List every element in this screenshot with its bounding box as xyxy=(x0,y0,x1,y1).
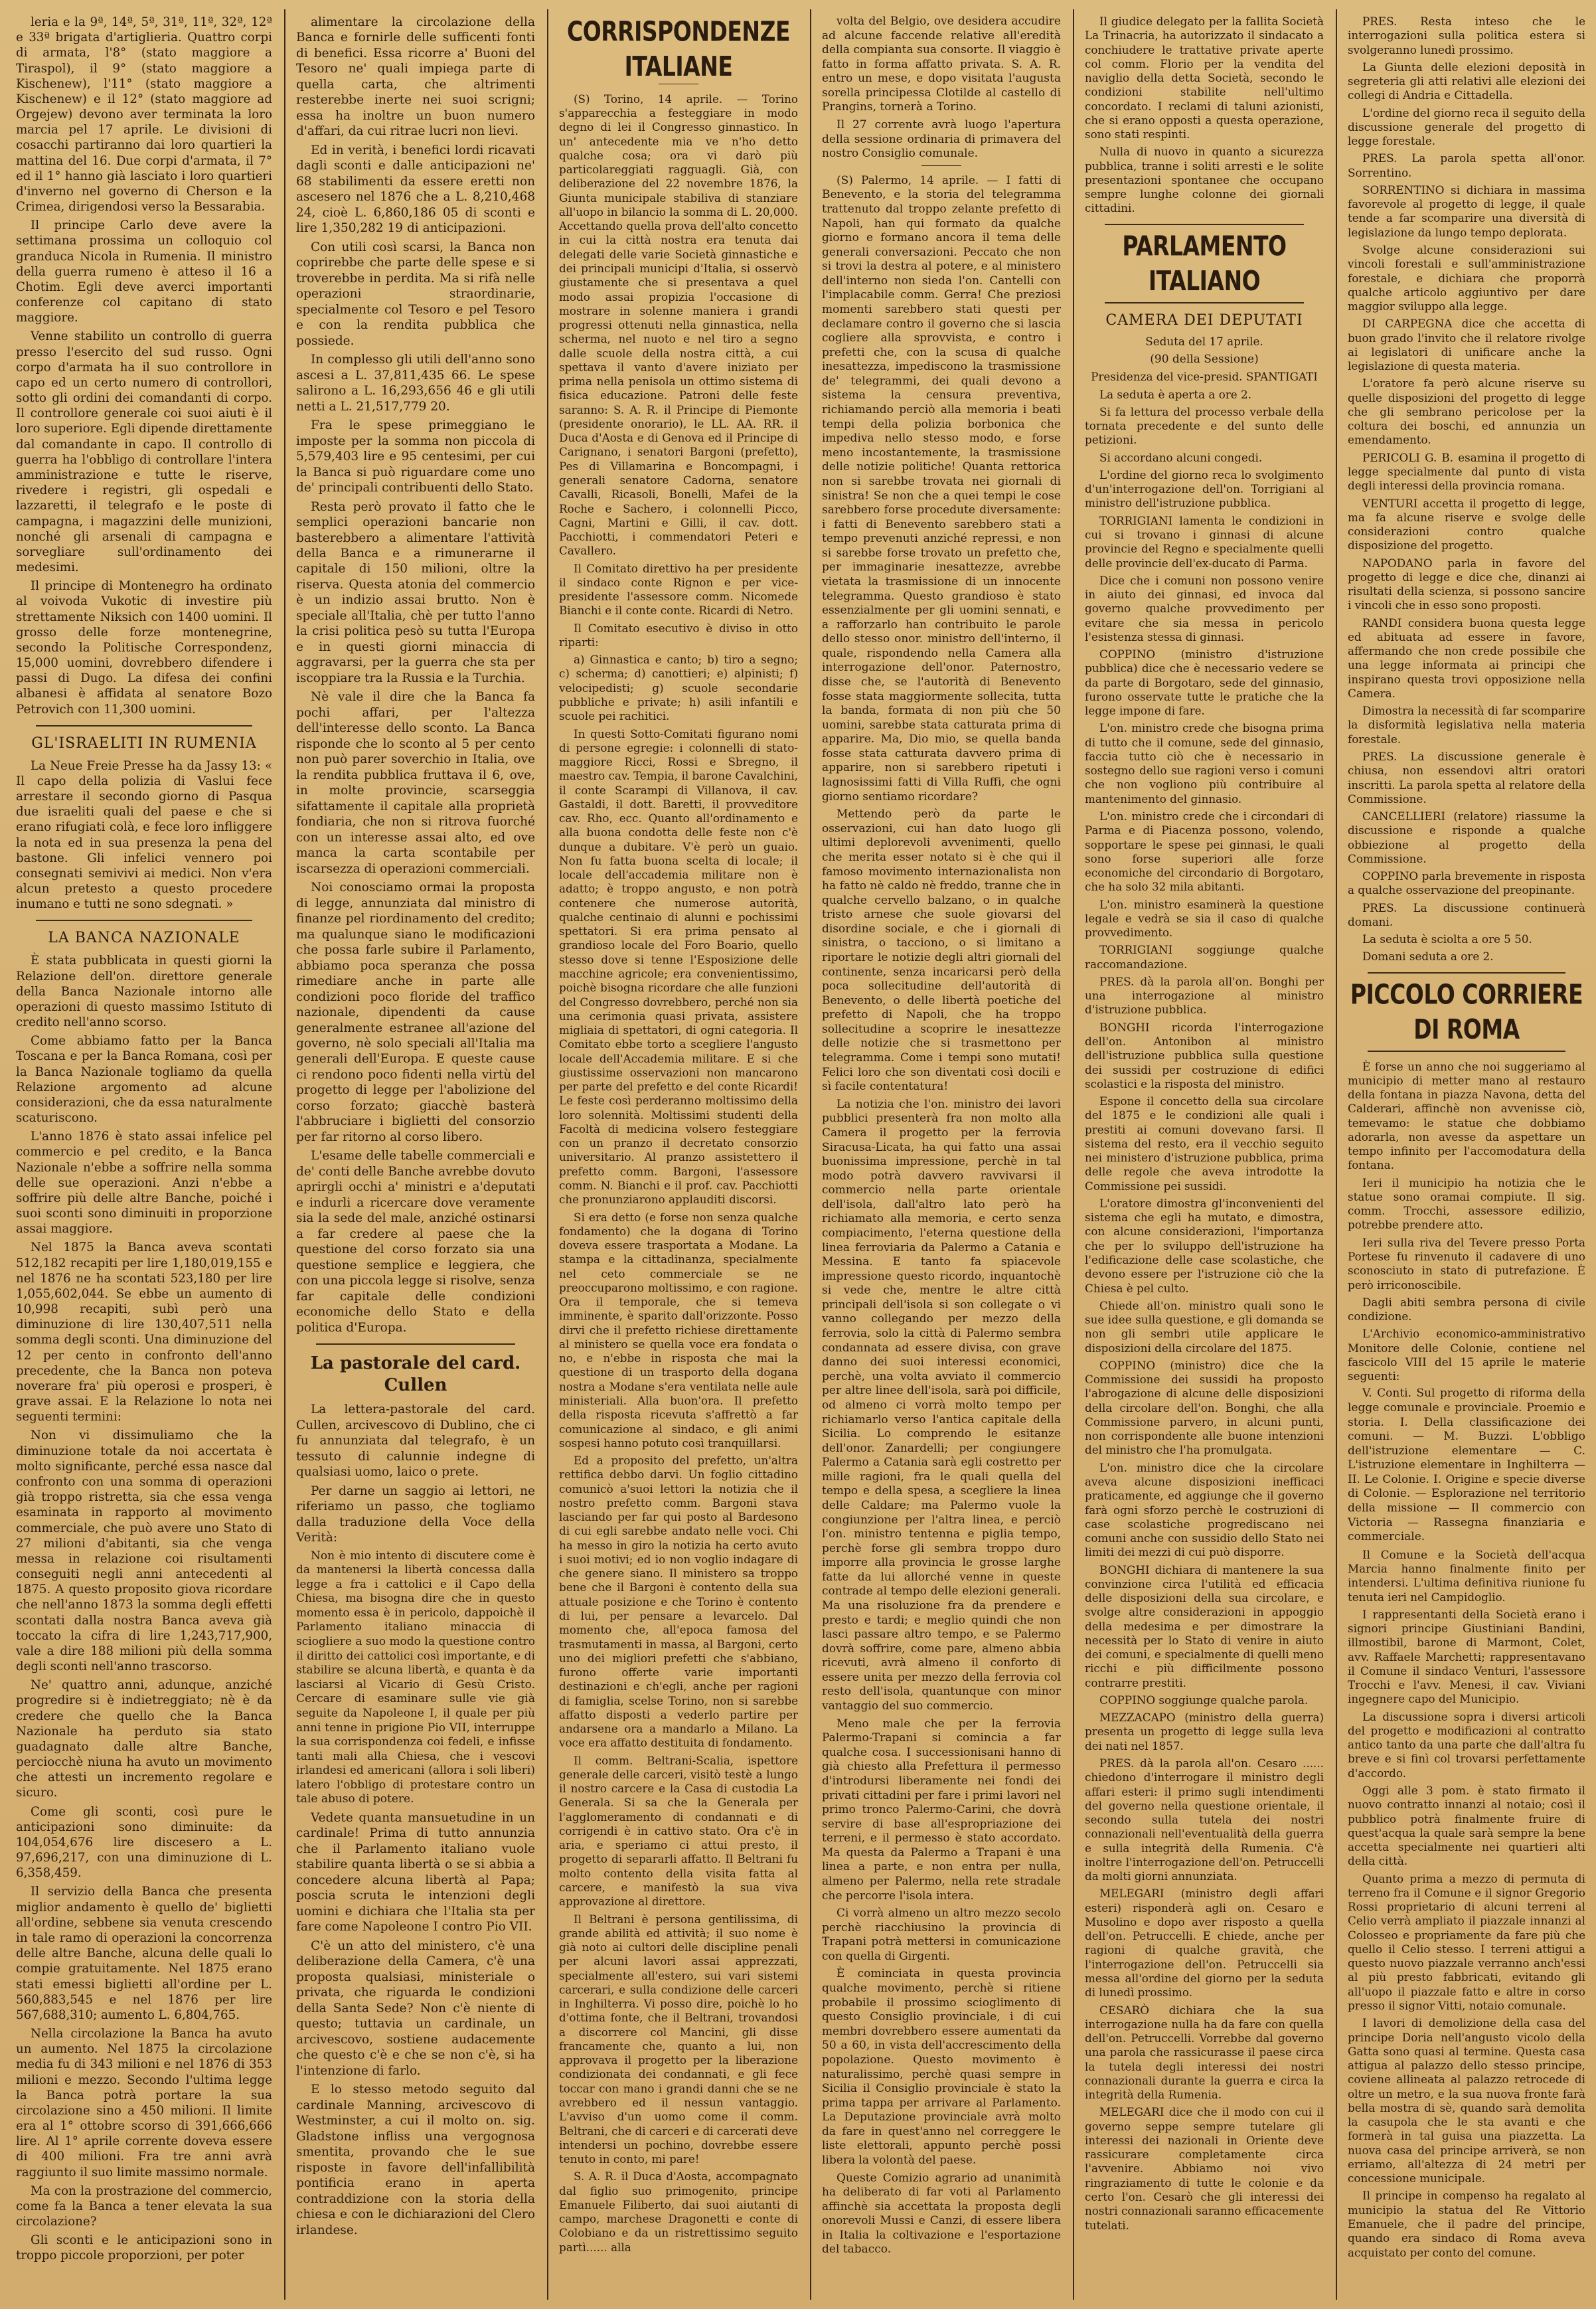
paragraph: L'ordine del giorno reca lo svolgimento d'un'interrogazione dell'on. Torrigiani al ministro dell'istruzione pubblica. xyxy=(1085,468,1324,510)
paragraph: a) Ginnastica e canto; b) tiro a segno; c) scherma; d) canottieri; e) alpinisti; f) velocipedisti; g) scuole secondarie pubbliche e private; h) asili infantili e scuole pei rachitici. xyxy=(559,653,798,723)
paragraph: volta del Belgio, ove desidera accudire ad alcune faccende relative all'eredità della compianta sua consorte. Il viaggio è fatto in forma affatto privata. S. A. R. entro un mese, e dopo visitata l'augusta sorella principessa Clotilde al castello di Prangins, tornerà a Torino. xyxy=(822,15,1061,114)
paragraph: PRES. dà la parola all'on. Bonghi per una interrogazione al ministro d'istruzione pubblica. xyxy=(1085,974,1324,1017)
paragraph: L'on. ministro esaminerà la questione legale e vedrà se sia il caso di qualche provvedimento. xyxy=(1085,897,1324,940)
session-presidency: Presidenza del vice-presid. SPANTIGATI xyxy=(1091,370,1318,384)
paragraph: Venne stabilito un controllo di guerra presso l'esercito del sud russo. Ogni corpo d'armata ha il suo controllore in capo ed un certo numero di controllori, sotto gli ordini dei comandanti di corpo. Il controllore generale coi suoi aiuti è il loro superiore. Egli dipende direttamente dal comandante in capo. Il controllo di guerra ha l'obbligo di controllare l'intera amministrazione e tutte le riserve, rivedere i registri, gli ospedali e lazzaretti, il telegrafo e le poste di campagna, i magazzini delle munizioni, nonché gli arsenali di campagna e sorvegliare sull'ordinamento dei medesimi. xyxy=(16,329,272,575)
paragraph: Con utili così scarsi, la Banca non coprirebbe che parte delle spese e si troverebbe in perdita. Ma si rifà nelle operazioni straordinarie, specialmente col Tesoro e pel Tesoro e con la rendita pubblica che possiede. xyxy=(296,240,535,348)
sub-heading: CAMERA DEI DEPUTATI xyxy=(1105,311,1303,329)
paragraph: Gli sconti e le anticipazioni sono in troppo piccole proporzioni, per poter xyxy=(16,2233,272,2263)
paragraph: Il comm. Beltrani-Scalia, ispettore generale delle carceri, visitò testè a lungo il nostro carcere e la Casa di custodia La Generala. Si sa che la Generala per l'agglomeramento di condannati e di corrigendi è in cattivo stato. Ora c'è in aria, e speriamo ci attui presto, il progetto di separarli affatto. Il Beltrani fu molto contento della visita fatta al carcere, e manifestò la sua viva approvazione al direttore. xyxy=(559,1753,798,1909)
section-heading: CORRISPONDENZE ITALIANE xyxy=(566,15,791,82)
paragraph: Si era detto (e forse non senza qualche fondamento) che la dogana di Torino doveva essere trasportata a Modane. La stampa e la cittadinanza, specialmente nel ceto commerciale se ne preoccuparono moltissimo, e con ragione. Ora il temporale, che si temeva imminente, è sparito dall'orizzonte. Posso dirvi che il prefetto richiese direttamente al ministero se quella voce era fondata o no, e n'ebbe in risposta che mai la questione di un trasporto della dogana nostra a Modane s'era ventilata nelle aule ministeriali. Alla buon'ora. Il prefetto della risposta ricevuta s'affrettò a far comunicazione al sindaco, e gli animi sospesi hanno potuto così tranquillarsi. xyxy=(559,1210,798,1450)
paragraph: Ed a proposito del prefetto, un'altra rettifica debbo darvi. Un foglio cittadino comunicò a'suoi lettori la notizia che il nostro prefetto comm. Bargoni stava lasciando per far qui posto al Bardesono di cui egli sarebbe andato nelle voci. Chi ha messo in giro la notizia ha certo avuto i suoi motivi; ed io non voglio indagare di che genere siano. Il ministero sa troppo bene che il Bargoni è contento della sua attuale posizione e che Torino è contento di lui, per pensare a levarcelo. Dal momento che, all'epoca famosa del trasmutamenti in massa, al Bargoni, certo uno dei migliori prefetti che s'abbiano, furono offerte varie importanti destinazioni e ch'egli, anche per ragioni di famiglia, scelse Torino, non si sarebbe affatto disposti a vederlo partire per andarsene ora a mandarlo a Milano. La voce era affatto destituita di fondamento. xyxy=(559,1454,798,1750)
paragraph: Nè vale il dire che la Banca fa pochi affari, per l'altezza dell'interesse dello sconto. La Banca risponde che lo sconto al 5 per cento non può parer soverchio in Italia, ove la rendita pubblica fruttava il 6, ove, in molte provincie, scarseggia sifattamente il capitale alla proprietà fondiaria, che non si ritrova fuorché con un interesse assai alto, ed ove manca la carta scontabile per iscarsezza di operazioni commerciali. xyxy=(296,690,535,876)
paragraph: Svolge alcune considerazioni sui vincoli forestali e sull'amministrazione forestale, e dichiara che proporrà qualche articolo aggiuntivo per dare maggior sviluppo alla legge. xyxy=(1348,242,1585,313)
paragraph: Dagli abiti sembra persona di civile condizione. xyxy=(1348,1295,1585,1324)
paragraph: (S) Palermo, 14 aprile. — I fatti di Benevento, e la storia del telegramma trattenuto dal troppo zelante prefetto di Napoli, han qui formato da qualche giorno e formano ancora il tema delle generali conversazioni. Peccato che non si trovi la destra al potere, e al ministero dell'interno non sieda l'on. Cantelli con l'implacabile comm. Gerra! Che preziosi momenti sarebbero stati questi per declamare contro il governo che si lascia cogliere alla sprovvista, e contro i prefetti che, con la scusa di qualche inesattezza, impediscono la trasmissione de' telegrammi, dei quali devono a sistema la censura preventiva, richiamando perciò alla memoria i beati tempi della polizia borbonica che impediva nello stesso modo, e forse meno incostantemente, la trasmissione delle notizie politiche! Quanta rettorica non si sarebbe trovata nei giornali di sinistra! Se non che a quei tempi le cose sarebbero forse procedute diversamente: i fatti di Benevento sarebbero stati a tempo prevenuti anziché repressi, e non si sarebbe forse trovato un prefetto che, per immaginarie inesattezze, avrebbe vietata la trasmissione di un innocente telegramma. Questo grandioso è stato essenzialmente per gli uomini sennati, e a rafforzarlo han contribuito le parole dello stesso onor. ministro dell'interno, il quale, rispondendo nella Camera alla interrogazione dell'onor. Paternostro, disse che, se l'autorità di Benevento fosse stata maggiormente sollecita, tutta la banda, formata di non più che 50 uomini, sarebbe stata catturata prima di apparire. Ma, Dio mio, se quella banda fosse stata catturata davvero prima di apparire, non si sarebbero ripetuti i lagnosissimi fatti di Villa Ruffi, che ogni giorno sentiamo ricordare? xyxy=(822,173,1061,804)
column-6 xyxy=(1337,9,1596,2300)
paragraph: COPPINO (ministro) dice che la Commissione dei sussidi ha proposto l'abrogazione di alcune delle disposizioni della circolare dell'on. Bonghi, che alla Commissione parvero, in alcuni punti, non corrispondente alle buone intenzioni del ministro che l'ha promulgata. xyxy=(1085,1358,1324,1457)
paragraph: L'oratore fa però alcune riserve su quelle disposizioni del progetto di legge che gli sembrano pericolose per la coltura dei boschi, ed annunzia un emendamento. xyxy=(1348,377,1585,447)
paragraph: Oggi alle 3 pom. è stato firmato il nuovo contratto innanzi al notaio; così il pubblico potrà finalmente fruire di quest'acqua la quale sarà sempre la bene accetta specialmente nei quartieri alti della città. xyxy=(1348,1784,1585,1868)
paragraph: Il principe Carlo deve avere la settimana prossima un colloquio col granduca Nicola in Rumenia. Il ministro della guerra rumeno è atteso il 16 a Chotim. Egli deve averci importanti conferenze col capitano di stato maggiore. xyxy=(16,218,272,325)
session-date: Seduta del 17 aprile. xyxy=(1145,335,1263,349)
paragraph: Ci vorrà almeno un altro mezzo secolo perchè riacchiusino la provincia di Trapani potrà mettersi in comunicazione con quella di Girgenti. xyxy=(822,1907,1061,1963)
session-number: (90 della Sessione) xyxy=(1150,352,1259,366)
article-heading: GL'ISRAELITI IN RUMENIA xyxy=(31,734,257,752)
paragraph: E lo stesso metodo seguito dal cardinale Manning, arcivescovo di Westminster, a cui il molto on. sig. Gladstone infliss una vergognosa smentita, provando che le sue risposte in favore dell'infallibilità pontificia erano in aperta contraddizione con la storia della chiesa e con le dichiarazioni del Clero irlandese. xyxy=(296,2083,535,2237)
paragraph: Chiede all'on. ministro quali sono le sue idee sulla questione, e gli domanda se non gli sembri utile applicare le disposizioni della circolare del 1875. xyxy=(1085,1298,1324,1355)
paragraph: In questi Sotto-Comitati figurano nomi di persone egregie: i colonnelli di stato-maggiore Ricci, Rossi e Sbregno, il maestro cav. Tempia, il barone Cavalchini, il conte Scarampi di Villanova, il cav. Gastaldi, il dott. Baretti, il provveditore cav. Rho, ecc. Quanto all'ordinamento e alla buona condotta delle feste non c'è dunque a dubitare. V'è però un guaio. Non fu fatta buona scelta di locale; il locale dell'accademia militare non è adatto; è troppo angusto, e non potrà contenere che numerose autorità, qualche centinaio di alunni e pochissimi spettatori. Si era prima pensato al grandioso locale del Foro Boario, quello stesso dove si tenne l'Esposizione delle macchine agricole; era convenientissimo, poichè bisogna ricordare che alle funzioni del Congresso dovrebbero, perché non sia una cerimonia quasi privata, assistere migliaia di spettatori, di ogni categoria. Il Comitato ebbe torto a scegliere l'angusto locale dell'Accademia militare. E si che giustissime osservazioni non mancarono per parte del prefetto e del conte Ricardi! Le feste così perderanno moltissimo della loro solennità. Moltissimi studenti della Facoltà di medicina volsero festeggiare con un pranzo il decretato consorzio universitario. Al pranzo assistettero il prefetto comm. Bargoni, l'assessore comm. N. Bianchi e il prof. cav. Pacchiotti che pronunziarono applauditi discorsi. xyxy=(559,727,798,1207)
paragraph: Come abbiamo fatto per la Banca Toscana e per la Banca Romana, così per la Banca Nazionale togliamo da quella Relazione argomento ad alcune considerazioni, che da essa naturalmente scaturiscono. xyxy=(16,1034,272,1126)
paragraph: L'on. ministro crede che i circondari di Parma e di Piacenza possono, volendo, sopportare le spese pei ginnasi, le quali sono forse superiori alle forze economiche del circondario di Borgotaro, che ha solo 32 mila abitanti. xyxy=(1085,810,1324,894)
paragraph: Domani seduta a ore 2. xyxy=(1362,950,1494,964)
article-heading: La pastorale del card. Cullen xyxy=(310,1353,521,1396)
paragraph: BONGHI ricorda l'interrogazione dell'on. Antonibon al ministro dell'istruzione pubblica sulla questione dei sussidi per costruzione di edifici scolastici e la risposta del ministro. xyxy=(1085,1020,1324,1090)
paragraph: V. Conti. Sul progetto di riforma della legge comunale e provinciale. Proemio e storia. I. Della classificazione dei comuni. — M. Buzzi. L'obbligo dell'istruzione elementare — C. L'istruzione elementare in Inghilterra — II. Le Colonie. I. Origine e specie diverse di Colonie. — Esplorazione nel territorio della missione — Il commercio con Victoria — Rassegna finanziaria e commerciale. xyxy=(1348,1387,1585,1544)
paragraph: In complesso gli utili dell'anno sono ascesi a L. 37,811,435 66. Le spese salirono a L. 16,293,656 46 e gli utili netti a L. 21,517,779 20. xyxy=(296,353,535,414)
paragraph: Noi conosciamo ormai la proposta di legge, annunziata dal ministro di finanze pel riordinamento del credito; ma qualunque siano le modificazioni che possa farle subire il Parlamento, abbiamo poca speranza che possa rimediare anche in parte alle condizioni poco floride del traffico nazionale, dipendenti da cause generalmente estranee all'azione del governo, nè solo speciali all'Italia ma generali dell'Europa. E queste cause ci rendono poco fidenti nella virtù del progetto di legge per l'abolizione del corso forzato; giacchè basterà l'abbruciare i biglietti del consorzio per far ritorno al corso libero. xyxy=(296,881,535,1144)
paragraph: Ieri il municipio ha notizia che le statue sono oramai compiute. Il sig. comm. Trocchi, assessore edilizio, potrebbe prendere atto. xyxy=(1348,1175,1585,1232)
paragraph: Si fa lettura del processo verbale della tornata precedente e del sunto delle petizioni. xyxy=(1085,404,1324,447)
paragraph: PRES. La discussione continuerà domani. xyxy=(1348,900,1585,928)
paragraph: C'è un atto del ministero, c'è una deliberazione della Camera, c'è una proposta qualsiasi, ministeriale o privata, che riguarda le condizioni della Santa Sede? Non c'è niente di questo; tuttavia un cardinale, un arcivescovo, sostiene audacemente che questo c'è e che se non c'è, si ha l'intenzione di farlo. xyxy=(296,1938,535,2078)
paragraph: COPPINO (ministro d'istruzione pubblica) dice che è necessario vedere se da parte di Borgotaro, sede del ginnasio, furono osservate tutte le pratiche che la legge impone di fare. xyxy=(1085,647,1324,718)
paragraph: Ieri sulla riva del Tevere presso Porta Portese fu rinvenuto il cadavere di uno sconosciuto in stato di putrefazione. È però irriconoscibile. xyxy=(1348,1235,1585,1292)
paragraph: Il servizio della Banca che presenta miglior andamento è quello de' biglietti all'ordine, sebbene sia venuta crescendo in tale ramo di operazioni la concorrenza delle altre Banche, alcuna delle quali lo compie gratuitamente. Nel 1875 erano stati emessi biglietti all'ordine per L. 560,883,545 e nel 1876 per lire 567,688,310; aumento L. 6,804,765. xyxy=(16,1885,272,2022)
paragraph: PRES. La parola spetta all'onor. Sorrentino. xyxy=(1348,151,1585,179)
paragraph: Quanto prima a mezzo di permuta di terreno fra il Comune e il signor Gregorio Rossi proprietario di alcuni terreni al Celio verrà ampliato il piazzale innanzi al Colosseo e propriamente da fare più che quello il Celio stesso. I terreni attigui a questo nuovo piazzale verranno anch'essi al più presto fabbricati, evitando gli all'uopo il piazzale fatto e altre in corso presso il signor Vitti, notaio comunale. xyxy=(1348,1871,1585,2012)
paragraph: Il Comitato esecutivo è diviso in otto riparti: xyxy=(559,621,798,649)
section-divider xyxy=(316,1343,515,1345)
paragraph: Il principe di Montenegro ha ordinato al voivoda Vukotic di investire più strettamente Niksich con 1400 uomini. Il grosso delle forze montenegrine, secondo la Politische Correspondenz, 15,000 uomini, dovrebbero difendere i passi di Dugo. La difesa dei confini albanesi è affidata al senatore Bozo Petrovich con 11,300 uomini. xyxy=(16,579,272,717)
paragraph: L'on. ministro dice che la circolare aveva alcune disposizioni inefficaci praticamente, ed aggiunge che il governo farà ogni sforzo perchè le costruzioni di case scolastiche progrediscano nei comuni anche con sussidio dello Stato nei limiti dei mezzi di cui può disporre. xyxy=(1085,1460,1324,1559)
paragraph: Per darne un saggio ai lettori, ne riferiamo un passo, che togliamo dalla traduzione della Voce della Verità: xyxy=(296,1484,535,1545)
section-divider xyxy=(1368,1051,1565,1052)
column-5 xyxy=(1074,9,1334,2300)
paragraph: MELEGARI (ministro degli affari esteri) risponderà agli on. Cesaro e Musolino e dopo aver risposto a quella dell'on. Petruccelli. E chiede, anche per ragioni di qualche gravità, che l'interrogazione dell'on. Petruccelli sia messa all'ordine del giorno per la seduta di lunedì prossimo. xyxy=(1085,1887,1324,2000)
paragraph: Nel 1875 la Banca aveva scontati 512,182 recapiti per lire 1,180,019,155 e nel 1876 ne ha scontati 523,180 per lire 1,055,602,044. Se ebbe un aumento di 10,998 recapiti, subì però una diminuzione di lire 130,407,511 nella somma degli sconti. Una diminuzione del 12 per cento in confronto dell'anno precedente, che la Banca non poteva noverare fra' più operosi e prosperi, è grave assai. E la Relazione lo nota nei seguenti termini: xyxy=(16,1240,272,1424)
column-4 xyxy=(811,9,1072,2300)
column-2 xyxy=(285,9,546,2300)
paragraph: NAPODANO parla in favore del progetto di legge e dice che, dinanzi ai risultati della scienza, si possono sancire i vincoli che in esso sono proposti. xyxy=(1348,556,1585,612)
paragraph: L'anno 1876 è stato assai infelice pel commercio e pel credito, e la Banca Nazionale n'ebbe a soffrire nella somma delle sue operazioni. Anzi n'ebbe a soffrire più delle altre Banche, poiché i suoi sconti sono diminuiti in proporzione assai maggiore. xyxy=(16,1130,272,1237)
paragraph: Vedete quanta mansuetudine in un cardinale! Prima di tutto annunzia che il Parlamento italiano vuole stabilire quanta libertà o se si abbia a concedere alcuna libertà al Papa; poscia scruta le intenzioni degli uomini e dichiara che l'Italia sta per fare come Napoleone I contro Pio VII. xyxy=(296,1811,535,1934)
paragraph: È stata pubblicata in questi giorni la Relazione dell'on. direttore generale della Banca Nazionale intorno alle operazioni di questo massimo Istituto di credito nell'anno scorso. xyxy=(16,954,272,1030)
paragraph: La notizia che l'on. ministro dei lavori pubblici presenterà fra non molto alla Camera il progetto per la ferrovia Siracusa-Licata, ha qui fatto una assai buonissima impressione, perchè in tal modo potrà davvero ravvivarsi il commercio nella parte orientale dell'isola, dall'altro lato però ha richiamato alla memoria, e certo senza compiacimento, l'eterna questione della linea ferroviaria da Palermo a Catania e Messina. E tanto fa spiacevole impressione questo ricordo, inquantochè si vede che, mentre le altre città principali dell'isola si son collegate o vi vanno collegando per mezzo della ferrovia, solo la città di Palermo sembra condannata ad essere divisa, con grave danno dei suoi interessi economici, perchè, una volta avviato il commercio per altre linee dell'isola, sarà poi difficile, od almeno ci vorrà molto tempo per richiamarlo verso l'antica capitale della Sicilia. Lo comprendo le esitanze dell'onor. Zanardelli; per congiungere Palermo a Catania sarà egli costretto per mille ragioni, fra le quali quella del tempo e della spesa, a scegliere la linea delle Caldare; ma Palermo vuole la congiunzione per l'altra linea, e perciò l'on. ministro tentenna e piglia tempo, perchè forse gli sembra troppo duro imporre alla provincia le grosse larghe fatte da lui allorché venne in queste contrade al tempo delle elezioni generali. Ma una risoluzione fra da prendere e presto e tardi; e meglio quindi che non lasci passare altro tempo, e se Palermo dovrà soffrire, come pare, almeno abbia ricevuti, avrà almeno il conforto di essere unita per mezzo della ferrovia col resto dell'isola, quantunque con minor vantaggio del suo commercio. xyxy=(822,1097,1061,1713)
paragraph: La seduta è sciolta a ore 5 50. xyxy=(1362,932,1532,946)
paragraph: L'on. ministro crede che bisogna prima di tutto che il comune, sede del ginnasio, faccia tutto ciò che è necessario in sostegno dello sue ragioni verso i comuni che non vogliono più contribuire al mantenimento del ginnasio. xyxy=(1085,721,1324,806)
paragraph: Il principe in compenso ha regalato al municipio la statua del Re Vittorio Emanuele, che il padre del principe, quando era sindaco di Roma aveva acquistato per conto del comune. xyxy=(1348,2189,1585,2259)
paragraph: Il Beltrani è persona gentilissima, di grande abilità ed attività; il suo nome è già noto ai cultori delle discipline penali per alcuni lavori assai apprezzati, specialmente all'estero, sui vari sistemi carcerari, e sulla condizione delle carceri in Inghilterra. Vi posso dire, poichè lo ho d'ottima fonte, che il Beltrani, trovandosi a discorrere col Mancini, gli disse francamente che, quanto a lui, non approvava il progetto per la liberazione condizionata dei condannati, e gli fece toccar con mano i grandi danni che se ne avrebbero ed il nessun vantaggio. L'avviso d'un uomo come il comm. Beltrani, che di carceri e di carcerati deve intendersi un pochino, dovrebbe essere tenuto in conto, mi pare! xyxy=(559,1912,798,2166)
article-heading: LA BANCA NAZIONALE xyxy=(48,930,240,947)
paragraph: Dimostra la necessità di far scomparire la disformità legislativa nella materia forestale. xyxy=(1348,704,1585,746)
paragraph: Come gli sconti, così pure le anticipazioni sono diminuite: da 104,054,676 lire discesero a L. 97,696,217, con una diminuzione di L. 6,358,459. xyxy=(16,1804,272,1881)
paragraph: La Neue Freie Presse ha da Jassy 13: « Il capo della polizia di Vaslui fece arrestare il secondo giorno di Pasqua due israeliti quali del paese e che si erano rifugiati colà, e fece loro infliggere la nota ed in sua presenza la pena del bastone. Gli infelici vennero poi consegnati semivivi ai medici. Non v'era alcun pretesto a questo procedere inumano e tutti ne sono sdegnati. » xyxy=(16,758,272,912)
paragraph: (S) Torino, 14 aprile. — Torino s'apparecchia a festeggiare in modo degno di lei il Congresso ginnastico. In un' antecedente mia ve n'ho detto qualche cosa; ora vi darò più particolareggiati ragguagli. Già, con deliberazione del 22 novembre 1876, la Giunta municipale stabiliva di stanziare all'uopo in bilancio la somma di L. 20,000. Accettando quella prova dell'alto concetto in cui la città nostra era tenuta dai delegati delle varie Società ginnastiche e dei principali municipi d'Italia, si osservò giustamente che si presentava a quel modo assai propizia l'occasione di mostrare in solenne maniera i grandi progressi ottenuti nella ginnastica, nella scherma, nel nuoto e nel tiro a segno dalle scuole della nostra città, a cui spettava il vanto d'avere iniziato per prima nella penisola un ottimo sistema di fisica educazione. Patroni delle feste saranno: S. A. R. il Principe di Piemonte (presidente onorario), le LL. AA. RR. il Duca d'Aosta e di Genova ed il Principe di Carignano, i senatori Bargoni (prefetto), Pes di Villamarina e Boncompagni, i generali senatore Cadorna, senatore Cavalli, Ricasoli, Bonelli, Mafei de la Roche e Sachero, i colonnelli Picco, Cagni, Martini e Gilli, il cav. dott. Pacchiotti, i commendatori Peteri e Cavallero. xyxy=(559,92,798,558)
paragraph: La discussione sopra i diversi articoli del progetto e modificazioni al contratto antico tanto da una parte che dall'altra fu breve e si finì col trovarsi perfettamente d'accordo. xyxy=(1348,1709,1585,1780)
paragraph: È cominciata in questa provincia qualche movimento, perchè si ritiene probabile il prossimo scioglimento di questo Consiglio provinciale, i di cui membri dovrebbero essere aumentati da 50 a 60, in vista dell'accrescimento della popolazione. Questo movimento è naturalissimo, perchè quasi sempre in Sicilia il Consiglio provinciale è stato la prima tappa per arrivare al Parlamento. La Deputazione provinciale avrà molto da fare in quest'anno nel correggere le liste elettorali, appunto perchè possi libera la volontà del paese. xyxy=(822,1967,1061,2167)
paragraph: Queste Comizio agrario ad unanimità ha deliberato di far voti al Parlamento affinchè sia accettata la proposta degli onorevoli Mussi e Canzi, di essere libera in Italia la coltivazione e l'esportazione del tabacco. xyxy=(822,2171,1061,2257)
paragraph: L'esame delle tabelle commerciali e de' conti delle Banche avrebbe dovuto aprirgli occhi a' ministri e a'deputati e indurli a ricercare dove veramente sia la sede del male, anziché ostinarsi a far credere al paese che la questione del corso forzato sia una questione semplice e leggiera, che con una piccola legge si risolve, senza far capitale delle condizioni economiche dello Stato e della politica d'Europa. xyxy=(296,1149,535,1335)
paragraph: MEZZACAPO (ministro della guerra) presenta un progetto di legge sulla leva dei nati nel 1857. xyxy=(1085,1711,1324,1753)
paragraph: BONGHI dichiara di mantenere la sua convinzione circa l'utilità ed efficacia delle disposizioni della sua circolare, e svolge altre considerazioni in appoggio della medesima e per dimostrare la necessità per lo Stato di venire in aiuto dei comuni, e specialmente di quelli meno ricchi e più difficilmente possono contrarre prestiti. xyxy=(1085,1563,1324,1689)
paragraph: L'ordine del giorno reca il seguito della discussione generale del progetto di legge forestale. xyxy=(1348,106,1585,148)
paragraph: PRES. La discussione generale è chiusa, non essendovi altri oratori inscritti. La parola spetta al relatore della Commissione. xyxy=(1348,750,1585,806)
section-heading: PICCOLO CORRIERE DI ROMA xyxy=(1350,978,1583,1045)
paragraph: Nella circolazione la Banca ha avuto un aumento. Nel 1875 la circolazione media fu di 343 milioni e nel 1876 di 353 milioni e mezzo. Secondo l'ultima legge la Banca potrà portare la sua circolazione sino a 450 milioni. Il limite era al 1° ottobre scorso di 391,666,666 lire. Al 1° aprile corrente doveva essere di 400 milioni. Fra tre anni avrà raggiunto il suo limite massimo normale. xyxy=(16,2027,272,2180)
paragraph: Non vi dissimuliamo che la diminuzione totale da noi accertata è molto significante, perché essa nasce dal confronto con una somma di operazioni già troppo ristretta, sia che essa venga esaminata in rapporto al movimento commerciale, che può avere uno Stato di 27 milioni d'abitanti, sia che venga messa in relazione coi risultamenti conseguiti negli anni antecedenti al 1875. A questo proposito giova ricordare che nell'anno 1873 la somma degli effetti scontati dalla nostra Banca aveva già toccato la cifra di lire 1,243,717,900, vale a dire 188 milioni più della somma degli sconti nell'anno trascorso. xyxy=(16,1428,272,1674)
paragraph: Mettendo però da parte le osservazioni, cui han dato luogo gli ultimi deplorevoli avvenimenti, quello che merita esser notato si è che qui il famoso movimento internazionalista non ha fatto nè caldo nè freddo, tranne che in qualche cervello balzano, o in qualche tristo arnese che suole giovarsi del disordine sociale, e che i giornali di sinistra, o tacciono, o si limitano a riportare le notizie degli altri giornali del continente, senza incaricarsi però della poca sollecitudine dell'autorità di Benevento, o delle libertà poetiche del prefetto di Napoli, che ha troppo sollecitudine a scoprire le inesattezze delle notizie che si trasmettono per telegramma. Come i tempi sono mutati! Felici loro che son diventati così docili e sì facile contentatura! xyxy=(822,808,1061,1094)
paragraph: Il 27 corrente avrà luogo l'apertura della sessione ordinaria di primavera del nostro Consiglio comunale. xyxy=(822,118,1061,161)
paragraph: L'oratore dimostra gl'inconvenienti del sistema che egli ha mutato, e dimostra, con alcune considerazioni, l'importanza che per lo sviluppo dell'istruzione ha l'edificazione delle case scolastiche, che devono essere per l'istruzione ciò che la Chiesa è pel culto. xyxy=(1085,1196,1324,1295)
paragraph: leria e la 9ª, 14ª, 5ª, 31ª, 11ª, 32ª, 12ª e 33ª brigata d'artiglieria. Quattro corpi di armata, l'8° (stato maggiore a Tiraspol), il 9° (stato maggiore a Kischenew), l'11° (stato maggiore a Kischenew) e il 12° (stato maggiore ad Orgejew) devono aver terminata la loro marcia pel 17 aprile. Le divisioni di cosacchi partiranno dai loro quartieri la mattina del 16. Due corpi d'armata, il 7° ed il 1° hanno già lasciato i loro quartieri d'inverno nel governo di Cherson e la Crimea, dirigendosi verso la Bessarabia. xyxy=(16,15,272,214)
paragraph: I lavori di demolizione della casa del principe Doria nell'angusto vicolo della Gatta sono quasi al termine. Questa casa attigua al palazzo dello stesso principe, coviene allineata al palazzo retrocede di oltre un metro, e la sua nuova fronte farà bella mostra di sè, quando sarà demolita la casupola che le sta avanti e che formerà in tal guisa una piazzetta. La nuova casa del principe arriverà, se non erriamo, all'altezza di 24 metri per concessione municipale. xyxy=(1348,2016,1585,2185)
paragraph: PRES. dà la parola all'on. Cesaro ...... chiedono d'interrogare il ministro degli affari esteri: il primo sugli intendimenti del governo nella questione orientale, il secondo sulla tutela dei nostri connazionali nell'eventualità della guerra e sulla integrità della Rumenia. C'è inoltre l'interrogazione dell'on. Petruccelli da molti giorni annunziata. xyxy=(1085,1756,1324,1883)
paragraph: MELEGARI dice che il modo con cui il governo seppe sempre tutelare gli interessi dei nazionali in Oriente deve rassicurare completamente circa l'avvenire. Abbiamo noi vivo ringraziamento di tutte le colonie e da certo l'on. Cesarò che gli interessi dei nostri connazionali saranno efficacemente tutelati. xyxy=(1085,2105,1324,2232)
paragraph: Dice che i comuni non possono venire in aiuto dei ginnasi, ed invoca dal governo qualche provvedimento per evitare che sia messa in pericolo l'esistenza stessa di ginnasi. xyxy=(1085,573,1324,643)
paragraph: Il giudice delegato per la fallita Società La Trinacria, ha autorizzato il sindacato a conchiudere le trattative private aperte col comm. Florio per la vendita del naviglio della detta Società, secondo le condizioni stabilite nell'ultimo concordato. I reclami di taluni azionisti, che si erano opposti a questa operazione, sono stati respinti. xyxy=(1085,15,1324,141)
section-divider xyxy=(1105,302,1304,303)
paragraph: PRES. Resta inteso che le interrogazioni sulla politica estera si svolgeranno lunedì prossimo. xyxy=(1348,15,1585,56)
paragraph: RANDI considera buona questa legge ed abituata ad essere in favore, affermando che non crede possibile che una legge informata ai principi che inspirano questa trovi opposizione nella Camera. xyxy=(1348,616,1585,700)
paragraph: Ne' quattro anni, adunque, anziché progredire si è indietreggiato; nè è da credere che quello che la Banca Nazionale ha perduto sia stato guadagnato dalle altre Banche, perciocchè niuna ha avuto un movimento che attesti un incremento regolare e sicuro. xyxy=(16,1678,272,1800)
paragraph: Resta però provato il fatto che le semplici operazioni bancarie non basterebbero a alimentare l'attività della Banca e a rimunerarne il capitale di 150 milioni, oltre la riserva. Questa atonia del commercio è un indizio assai brutto. Non è speciale all'Italia, chè per tutto l'anno la crisi politica pesò su tutta l'Europa e in questi giorni minaccia di aggravarsi, per la guerra che sta per iscoppiare tra la Russia e la Turchia. xyxy=(296,499,535,685)
paragraph: I rappresentanti della Società erano i signori principe Giustiniani Bandini, illmostibil, barone di Marmont, Colet, avv. Raffaele Marchetti; rappresentavano il Comune il sindaco Venturi, l'assessore Trocchi e l'avv. Menesi, il cav. Viviani ingegnere capo del Municipio. xyxy=(1348,1607,1585,1706)
section-heading: PARLAMENTO ITALIANO xyxy=(1122,229,1287,297)
paragraph: CANCELLIERI (relatore) riassume la discussione e risponde a qualche obbiezione al progetto della Commissione. xyxy=(1348,810,1585,865)
paragraph: Ma con la prostrazione del commercio, come fa la Banca a tener elevata la sua circolazione? xyxy=(16,2183,272,2229)
paragraph: CESARÒ dichiara che la sua interrogazione nulla ha da fare con quella dell'on. Petruccelli. Vorrebbe dal governo una parola che rassicurasse il paese circa la tutela degli interessi dei nostri connazionali durante la guerra e circa la integrità della Rumenia. xyxy=(1085,2003,1324,2102)
paragraph: L'Archivio economico-amministrativo Monitore delle Colonie, contiene nel fascicolo VIII del 15 aprile le materie seguenti: xyxy=(1348,1327,1585,1383)
paragraph: La lettera-pastorale del card. Cullen, arcivescovo di Dublino, che ci fu annunziata dal telegrafo, è un tessuto di calunnie indegne di qualsiasi uomo, laico o prete. xyxy=(296,1403,535,1480)
column-1 xyxy=(5,9,283,2300)
paragraph: Espone il concetto della sua circolare del 1875 e le condizioni alle quali i prestiti ai comuni dovevano farsi. Il sistema del resto, era il vecchio seguito nei ministero d'istruzione pubblica, prima delle regole che aveva introdotte la Commissione pei sussidi. xyxy=(1085,1094,1324,1193)
paragraph: Fra le spese primeggiano le imposte per la somma non piccola di 5,579,403 lire e 95 centesimi, per cui la Banca si può riguardare come uno de' principali contribuenti dello Stato. xyxy=(296,418,535,495)
paragraph: Il Comune e la Società dell'acqua Marcia hanno finalmente finito per intendersi. L'ultima definitiva riunione fu tenuta ieri nel Campidoglio. xyxy=(1348,1547,1585,1604)
section-divider xyxy=(36,920,252,921)
quoted-paragraph: Non è mio intento di discutere come è da mantenersi la libertà concessa dalla legge a fra i cattolici e il Capo della Chiesa, ma bisogna dire che in questo momento essa è in pericolo, dappoichè il Parlamento italiano minaccia di sciogliere a suo modo la questione contro il diritto dei cattolici così importante, e di stabilire se alcuna libertà, e quanta è da lasciarsi al Vicario di Gesù Cristo. Cercare di esaminare sulle vie già seguite da Napoleone I, il quale per più anni tenne in prigione Pio VII, interruppe la sua corrispondenza coi fedeli, e infisse tanti mali alla Chiesa, che i vescovi irlandesi ed americani (allora i soli liberi) latero l'obbligo di protestare contro un tale abuso di potere. xyxy=(296,1549,535,1806)
paragraph: TORRIGIANI lamenta le condizioni in cui si trovano i ginnasi di alcune provincie del Regno e specialmente quelli delle provincie dell'ex-ducato di Parma. xyxy=(1085,513,1324,570)
paragraph: VENTURI accetta il progetto di legge, ma fa alcune riserve e svolge delle considerazioni contro qualche disposizione del progetto. xyxy=(1348,496,1585,553)
paragraph: Il Comitato direttivo ha per presidente il sindaco conte Rignon e per vice-presidente l'assessore comm. Nicomede Bianchi e il conte conte. Ricardi di Netro. xyxy=(559,561,798,618)
paragraph: PERICOLI G. B. esamina il progetto di legge specialmente dal punto di vista degli interessi della provincia romana. xyxy=(1348,450,1585,493)
paragraph: La seduta è aperta a ore 2. xyxy=(1099,387,1252,401)
paragraph: SORRENTINO si dichiara in massima favorevole al progetto di legge, il quale tende a far scomparire una diversità di legislazione da lungo tempo deplorata. xyxy=(1348,183,1585,239)
column-3 xyxy=(548,9,809,2300)
section-divider xyxy=(921,165,961,166)
paragraph: TORRIGIANI soggiunge qualche raccomandazione. xyxy=(1085,943,1324,971)
paragraph: COPPINO soggiunge qualche parola. xyxy=(1099,1693,1309,1707)
paragraph: È forse un anno che noi suggeriamo al municipio di metter mano al restauro della fontana in piazza Navona, detta del Calderari, affinchè non avvenisse ciò, temevamo: le statue che dobbiamo adorarla, non avesse da aspettare un tempo infinito per l'accomodatura della fontana. xyxy=(1348,1059,1585,1172)
paragraph: COPPINO parla brevemente in risposta a qualche osservazione del preopinante. xyxy=(1348,869,1585,897)
paragraph: S. A. R. il Duca d'Aosta, accompagnato dal figlio suo primogenito, principe Emanuele Filiberto, dai suoi aiutanti di campo, marchese Dragonetti e conte di Colobiano e da un ristrettissimo seguito partì...... alla xyxy=(559,2170,798,2254)
paragraph: Nulla di nuovo in quanto a sicurezza pubblica, tranne i soliti arresti e le solite presentazioni spontanee che occupano sempre lunghe colonne dei giornali cittadini. xyxy=(1085,145,1324,215)
section-divider xyxy=(1105,224,1304,225)
section-divider xyxy=(36,725,252,727)
section-divider xyxy=(1368,972,1565,974)
paragraph: alimentare la circolazione della Banca e fornirle delle sufficenti fonti di benefici. Essa ricorre a' Buoni del Tesoro ne' quali impiega parte di quella carta, che altrimenti resterebbe inerte nei suoi scrigni; essa ha inoltre un buon numero d'affari, da cui ritrae lucri non lievi. xyxy=(296,15,535,139)
paragraph: Ed in verità, i benefici lordi ricavati dagli sconti e dalle anticipazioni ne' 68 stabilimenti da essere eretti non ascesero nel 1876 che a L. 8,210,468 24, cioè L. 6,860,186 05 di sconti e lire 1,350,282 19 di anticipazioni. xyxy=(296,143,535,236)
paragraph: Si accordano alcuni congedi. xyxy=(1099,450,1263,464)
paragraph: DI CARPEGNA dice che accetta di buon grado l'invito che il relatore rivolge ai legislatori di unificare anche la legislazione di questa materia. xyxy=(1348,317,1585,373)
paragraph: La Giunta delle elezioni deposità in segreteria gli atti relativi alle elezioni dei collegi di Andria e Cittadella. xyxy=(1348,60,1585,102)
paragraph: Meno male che per la ferrovia Palermo-Trapani si comincia a far qualche cosa. I successionisani hanno di già chiesto alla Prefettura il permesso d'introdursi liberamente nei fondi dei privati cittadini per fare i primi lavori nel primo tronco Palermo-Carini, che dovrà servire di base all'espropriazione dei terreni, e il permesso è stato accordato. Ma questa da Palermo a Trapani è una linea a parte, e non entra per nulla, almeno per Palermo, nella rete stradale che percorre l'isola intera. xyxy=(822,1717,1061,1903)
